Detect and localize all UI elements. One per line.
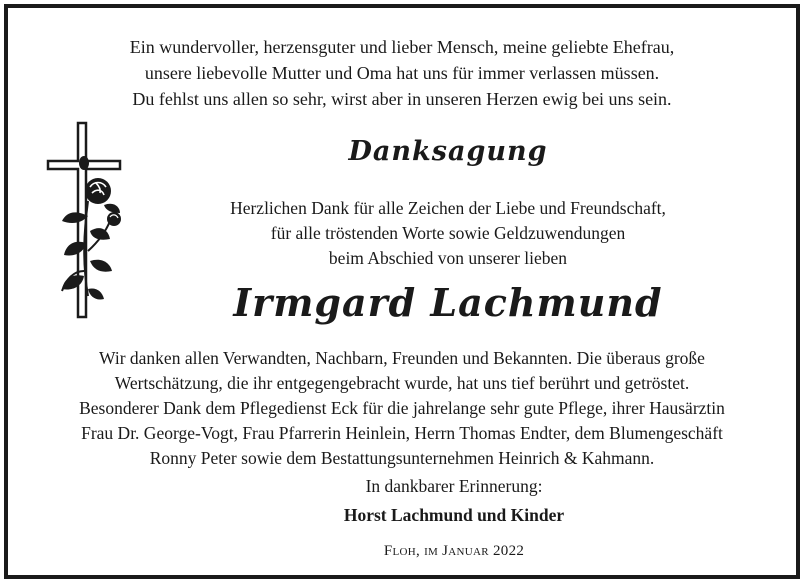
body-line: Besonderer Dank dem Pflegedienst Eck für die jahrelange sehr gute Pflege, ihrer Hausärztin <box>79 398 725 418</box>
thanks-line: Herzlichen Dank für alle Zeichen der Liebe und Freundschaft, <box>230 198 666 218</box>
thanks-line: beim Abschied von unserer lieben <box>328 248 568 268</box>
intro-line: unsere liebevolle Mutter und Oma hat uns für immer verlassen müssen. <box>144 63 660 83</box>
signer: Horst Lachmund und Kinder <box>343 505 565 525</box>
body-text <box>8 346 796 471</box>
body-line: Frau Dr. George-Vogt, Frau Pfarrerin Heinlein, Herrn Thomas Endter, dem Blumengeschäft <box>81 423 723 443</box>
intro-line: Du fehlst uns allen so sehr, wirst aber in unseren Herzen ewig bei uns sein. <box>132 89 672 109</box>
intro-text <box>8 34 796 112</box>
intro-line: Ein wundervoller, herzensguter und lieber Mensch, meine geliebte Ehefrau, <box>129 37 675 57</box>
thanks-line: für alle tröstenden Worte sowie Geldzuwendungen <box>270 223 626 243</box>
cross-with-roses-icon <box>44 121 124 326</box>
place-date: Floh, im Januar 2022 <box>383 543 525 559</box>
heading: Danksagung <box>348 136 548 167</box>
obituary-frame <box>4 4 800 579</box>
closing-text: In dankbarer Erinnerung: <box>365 476 543 496</box>
thanks-text <box>188 196 708 271</box>
body-line: Ronny Peter sowie dem Bestattungsunternehmen Heinrich & Kahmann. <box>149 448 655 468</box>
deceased-name: Irmgard Lachmund <box>233 280 663 325</box>
body-line: Wertschätzung, die ihr entgegengebracht wurde, hat uns tief berührt und getröstet. <box>114 373 690 393</box>
body-line: Wir danken allen Verwandten, Nachbarn, Freunden und Bekannten. Die überaus große <box>99 348 705 368</box>
